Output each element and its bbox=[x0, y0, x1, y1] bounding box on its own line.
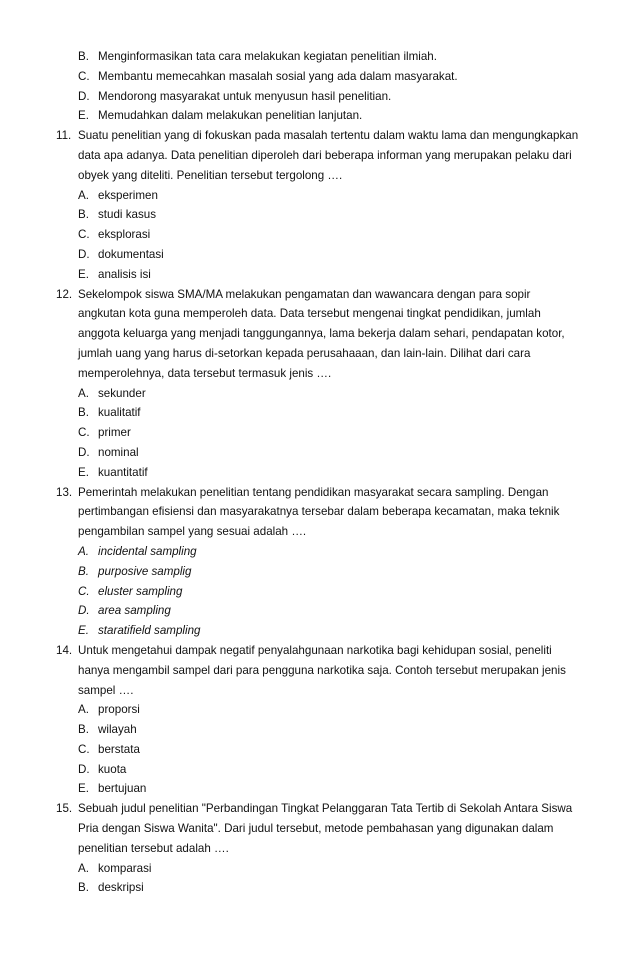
option-label: B. bbox=[78, 881, 89, 895]
answer-option bbox=[0, 601, 639, 621]
option-label: C. bbox=[78, 742, 90, 756]
option-label: B. bbox=[78, 208, 89, 222]
question-continuation bbox=[0, 502, 639, 522]
answer-option bbox=[0, 186, 639, 206]
question-continuation bbox=[0, 304, 639, 324]
option-text: proporsi bbox=[98, 703, 140, 717]
question-text: Sebuah judul penelitian "Perbandingan Tingkat Pelanggaran Tata Tertib di Sekolah Antara Siswa bbox=[78, 802, 573, 816]
document-page bbox=[0, 47, 639, 898]
answer-option bbox=[0, 384, 639, 404]
option-text: incidental sampling bbox=[98, 544, 197, 558]
question-text: data apa adanya. Data penelitian diperoleh dari beberapa informan yang merupakan pelaku dari bbox=[78, 148, 572, 162]
question-continuation bbox=[0, 839, 639, 859]
question-text: pengambilan sampel yang sesuai adalah …. bbox=[78, 525, 307, 539]
answer-option bbox=[0, 265, 639, 285]
question-text: penelitian tersebut adalah …. bbox=[78, 841, 229, 855]
option-label: C. bbox=[78, 69, 90, 83]
option-text: primer bbox=[98, 426, 131, 440]
question-text: Pria dengan Siswa Wanita". Dari judul tersebut, metode pembahasan yang digunakan dalam bbox=[78, 822, 554, 836]
question-line bbox=[0, 641, 639, 661]
answer-option bbox=[0, 87, 639, 107]
answer-option bbox=[0, 67, 639, 87]
option-label: A. bbox=[78, 188, 89, 202]
option-text: analisis isi bbox=[98, 267, 151, 281]
question-text: Untuk mengetahui dampak negatif penyalahgunaan narkotika bagi kehidupan sosial, peneliti bbox=[78, 643, 552, 657]
option-text: sekunder bbox=[98, 386, 146, 400]
question-text: pertimbangan efisiensi dan masyarakatnya tersebar dalam beberapa kecamatan, maka teknik bbox=[78, 505, 560, 519]
option-text: purposive samplig bbox=[98, 564, 192, 578]
question-continuation bbox=[0, 344, 639, 364]
question-text: obyek yang diteliti. Penelitian tersebut tergolong …. bbox=[78, 168, 343, 182]
option-label: A. bbox=[78, 861, 89, 875]
option-text: eksperimen bbox=[98, 188, 158, 202]
answer-option bbox=[0, 740, 639, 760]
option-text: deskripsi bbox=[98, 881, 144, 895]
option-label: C. bbox=[78, 228, 90, 242]
option-label: D. bbox=[78, 604, 90, 618]
answer-option bbox=[0, 542, 639, 562]
question-line bbox=[0, 483, 639, 503]
question-continuation bbox=[0, 364, 639, 384]
option-label: E. bbox=[78, 624, 89, 638]
option-label: B. bbox=[78, 406, 89, 420]
question-text: sampel …. bbox=[78, 683, 134, 697]
question-continuation bbox=[0, 324, 639, 344]
answer-option bbox=[0, 463, 639, 483]
answer-option bbox=[0, 245, 639, 265]
option-text: dokumentasi bbox=[98, 247, 164, 261]
question-number: 14. bbox=[56, 643, 73, 657]
answer-option bbox=[0, 621, 639, 641]
question-line bbox=[0, 799, 639, 819]
option-text: Membantu memecahkan masalah sosial yang ada dalam masyarakat. bbox=[98, 69, 458, 83]
answer-option bbox=[0, 859, 639, 879]
answer-option bbox=[0, 562, 639, 582]
answer-option bbox=[0, 443, 639, 463]
option-text: Menginformasikan tata cara melakukan kegiatan penelitian ilmiah. bbox=[98, 50, 437, 63]
question-continuation bbox=[0, 661, 639, 681]
question-text: Pemerintah melakukan penelitian tentang pendidikan masyarakat secara sampling. Dengan bbox=[78, 485, 549, 499]
answer-option bbox=[0, 423, 639, 443]
option-label: B. bbox=[78, 50, 89, 63]
answer-option bbox=[0, 779, 639, 799]
answer-option bbox=[0, 760, 639, 780]
option-text: berstata bbox=[98, 742, 140, 756]
question-number: 13. bbox=[56, 485, 73, 499]
answer-option bbox=[0, 720, 639, 740]
option-text: eksplorasi bbox=[98, 228, 151, 242]
option-label: E. bbox=[78, 267, 89, 281]
option-label: A. bbox=[78, 703, 89, 717]
option-label: E. bbox=[78, 465, 89, 479]
option-label: B. bbox=[78, 564, 89, 578]
option-label: D. bbox=[78, 445, 90, 459]
option-label: C. bbox=[78, 426, 90, 440]
option-text: kuota bbox=[98, 762, 127, 776]
option-text: wilayah bbox=[98, 723, 137, 737]
option-text: Mendorong masyarakat untuk menyusun hasil penelitian. bbox=[98, 89, 392, 103]
option-text: area sampling bbox=[98, 604, 171, 618]
option-label: B. bbox=[78, 723, 89, 737]
answer-option bbox=[0, 47, 639, 67]
question-continuation bbox=[0, 681, 639, 701]
question-text: angkutan kota guna memperoleh data. Data tersebut mengenai tingkat pendidikan, jumlah bbox=[78, 307, 541, 321]
option-text: kuantitatif bbox=[98, 465, 148, 479]
question-continuation bbox=[0, 146, 639, 166]
option-text: bertujuan bbox=[98, 782, 147, 796]
option-label: D. bbox=[78, 247, 90, 261]
option-text: komparasi bbox=[98, 861, 152, 875]
option-text: nominal bbox=[98, 445, 139, 459]
option-label: D. bbox=[78, 89, 90, 103]
question-text: Suatu penelitian yang di fokuskan pada masalah tertentu dalam waktu lama dan mengungkapkan bbox=[78, 129, 579, 143]
answer-option bbox=[0, 205, 639, 225]
question-continuation bbox=[0, 522, 639, 542]
option-label: E. bbox=[78, 109, 89, 123]
answer-option bbox=[0, 700, 639, 720]
option-label: A. bbox=[78, 544, 89, 558]
question-continuation bbox=[0, 166, 639, 186]
question-line bbox=[0, 126, 639, 146]
question-line bbox=[0, 285, 639, 305]
question-number: 11. bbox=[56, 129, 72, 143]
question-text: hanya mengambil sampel dari para pengguna narkotika saja. Contoh tersebut merupakan jenis bbox=[78, 663, 566, 677]
question-number: 12. bbox=[56, 287, 73, 301]
answer-option bbox=[0, 878, 639, 898]
option-label: A. bbox=[78, 386, 89, 400]
answer-option bbox=[0, 582, 639, 602]
option-text: kualitatif bbox=[98, 406, 141, 420]
option-text: eluster sampling bbox=[98, 584, 183, 598]
question-continuation bbox=[0, 819, 639, 839]
question-text: jumlah uang yang harus di-setorkan kepada perusahaaan, dan lain-lain. Dilihat dari cara bbox=[78, 346, 531, 360]
answer-option bbox=[0, 225, 639, 245]
option-text: studi kasus bbox=[98, 208, 156, 222]
answer-option bbox=[0, 106, 639, 126]
option-label: D. bbox=[78, 762, 90, 776]
question-text: anggota keluarga yang menjadi tanggungannya, lama bekerja dalam sehari, pendapatan kotor, bbox=[78, 327, 565, 341]
answer-option bbox=[0, 403, 639, 423]
question-text: Sekelompok siswa SMA/MA melakukan pengamatan dan wawancara dengan para sopir bbox=[78, 287, 531, 301]
option-text: staratifield sampling bbox=[98, 624, 201, 638]
question-text: memperolehnya, data tersebut termasuk jenis …. bbox=[78, 366, 332, 380]
option-label: E. bbox=[78, 782, 89, 796]
question-number: 15. bbox=[56, 802, 73, 816]
option-text: Memudahkan dalam melakukan penelitian lanjutan. bbox=[98, 109, 363, 123]
option-label: C. bbox=[78, 584, 90, 598]
